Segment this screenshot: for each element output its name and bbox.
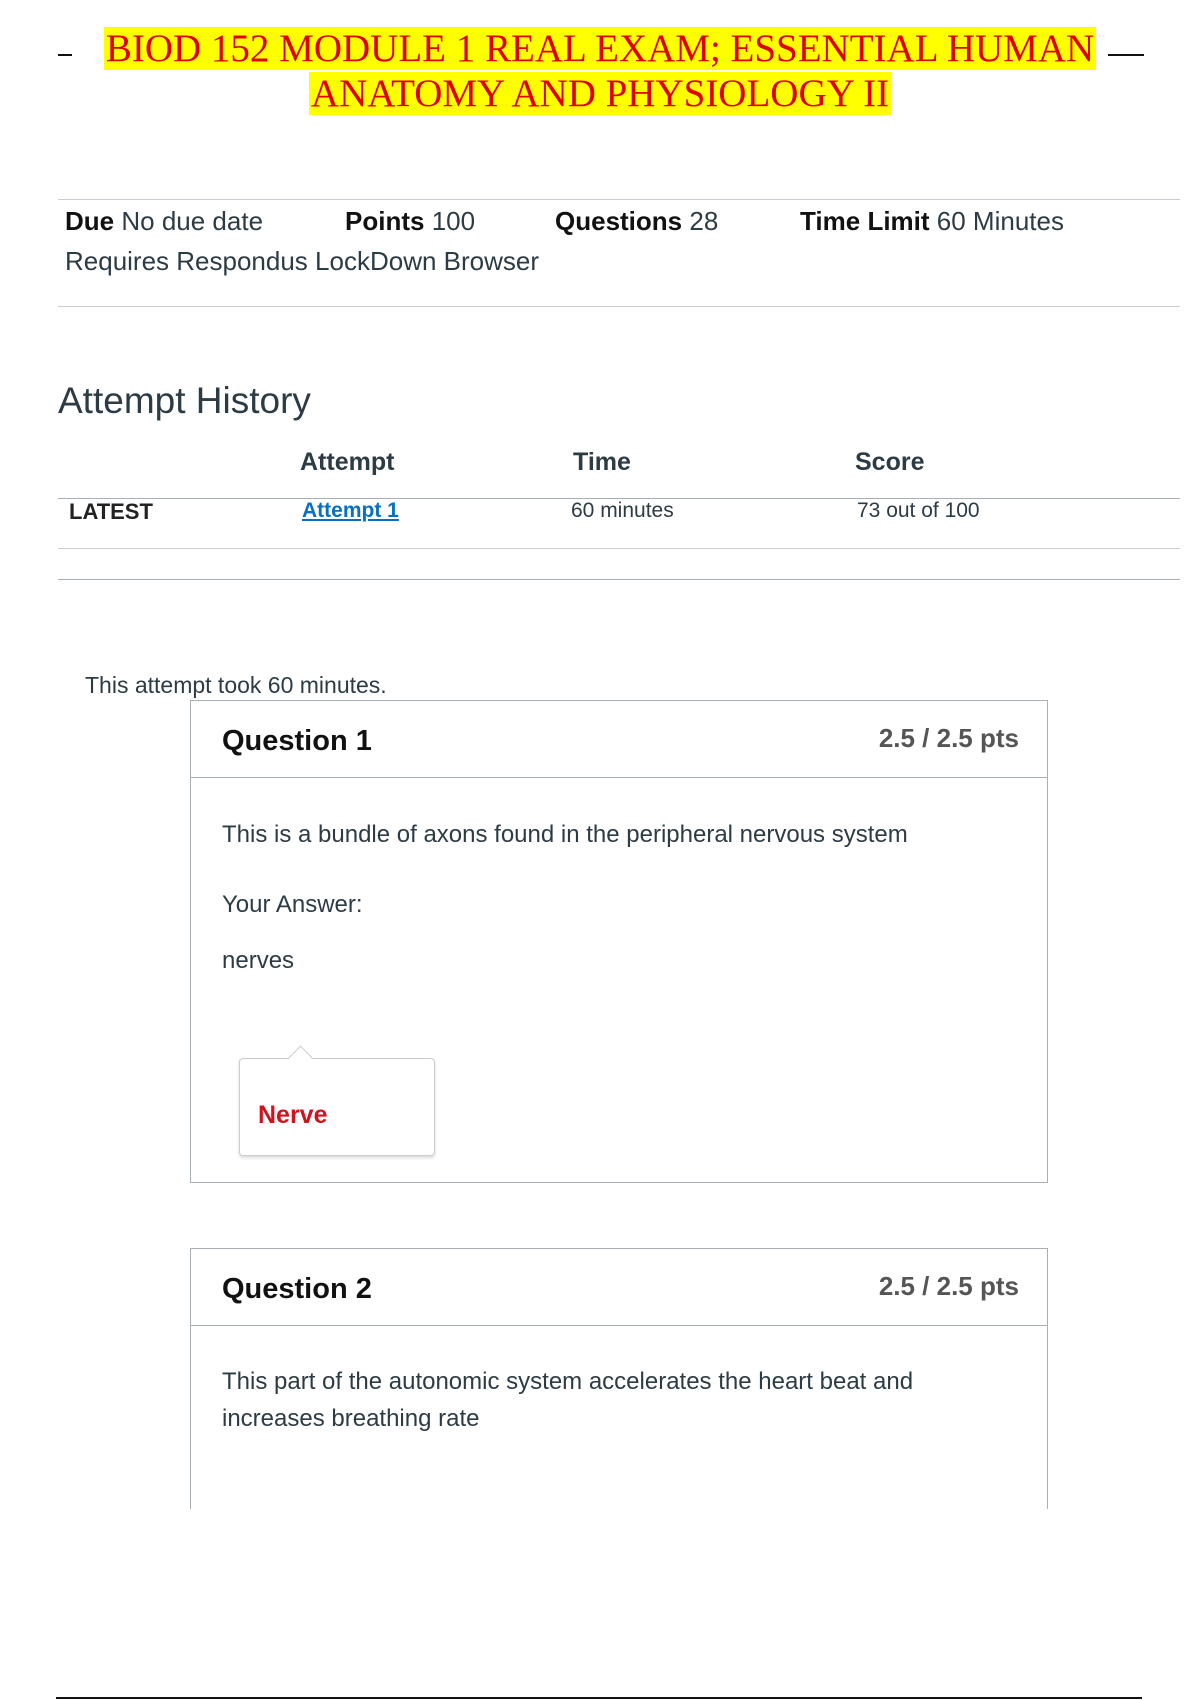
question-1-points: 2.5 / 2.5 pts — [878, 723, 1019, 753]
attempt-history-heading: Attempt History — [58, 380, 311, 421]
attempt-duration-summary: This attempt took 60 minutes. — [85, 672, 387, 698]
question-2-prompt-line-1: This part of the autonomic system accelerates the heart beat and — [222, 1368, 914, 1395]
questions-value: 28 — [689, 206, 719, 236]
meta-due — [65, 206, 263, 237]
attempt-1-link[interactable] — [302, 499, 399, 523]
correct-answer-text: Nerve — [258, 1101, 328, 1129]
callout-arrow — [288, 1045, 312, 1069]
question-2-points: 2.5 / 2.5 pts — [878, 1271, 1019, 1301]
correct-answer-callout — [239, 1058, 435, 1156]
meta-points — [345, 206, 475, 237]
attempt-score: 73 out of 100 — [857, 499, 980, 522]
question-1-card — [190, 700, 1048, 1183]
due-label: Due — [65, 206, 115, 236]
question-2-title: Question 2 — [222, 1273, 372, 1305]
question-1-answer-label: Your Answer: — [222, 891, 363, 918]
meta-top-divider — [58, 199, 1180, 200]
question-1-answer: nerves — [222, 947, 295, 974]
question-1-title: Question 1 — [222, 725, 372, 757]
column-header-score: Score — [855, 448, 925, 476]
question-2-card — [190, 1248, 1048, 1509]
column-header-attempt: Attempt — [300, 448, 395, 476]
document-title — [0, 26, 1200, 116]
history-bottom-divider — [58, 579, 1180, 580]
history-row-divider — [58, 548, 1180, 549]
question-2-header — [191, 1249, 1047, 1326]
meta-questions — [555, 206, 718, 237]
document-title-line-1: BIOD 152 MODULE 1 REAL EXAM; ESSENTIAL HUMAN — [105, 27, 1095, 70]
column-header-time: Time — [573, 448, 631, 476]
question-1-header — [191, 701, 1047, 778]
meta-time-limit — [800, 206, 1064, 237]
questions-label: Questions — [555, 206, 683, 236]
points-value: 100 — [431, 206, 476, 236]
meta-bottom-divider — [58, 306, 1180, 307]
time-limit-value: 60 Minutes — [936, 206, 1064, 236]
question-2-prompt-line-2: increases breathing rate — [222, 1405, 480, 1432]
time-limit-label: Time Limit — [800, 206, 930, 236]
lockdown-requirement: Requires Respondus LockDown Browser — [65, 246, 540, 276]
attempt-1-link-text[interactable]: Attempt 1 — [302, 499, 399, 522]
due-value: No due date — [121, 206, 264, 236]
latest-tag: LATEST — [69, 499, 153, 524]
document-title-line-2: ANATOMY AND PHYSIOLOGY II — [310, 72, 890, 115]
attempt-time: 60 minutes — [571, 499, 674, 522]
points-label: Points — [345, 206, 425, 236]
question-1-prompt: This is a bundle of axons found in the peripheral nervous system — [222, 821, 908, 848]
page-bottom-rule — [56, 1697, 1142, 1699]
